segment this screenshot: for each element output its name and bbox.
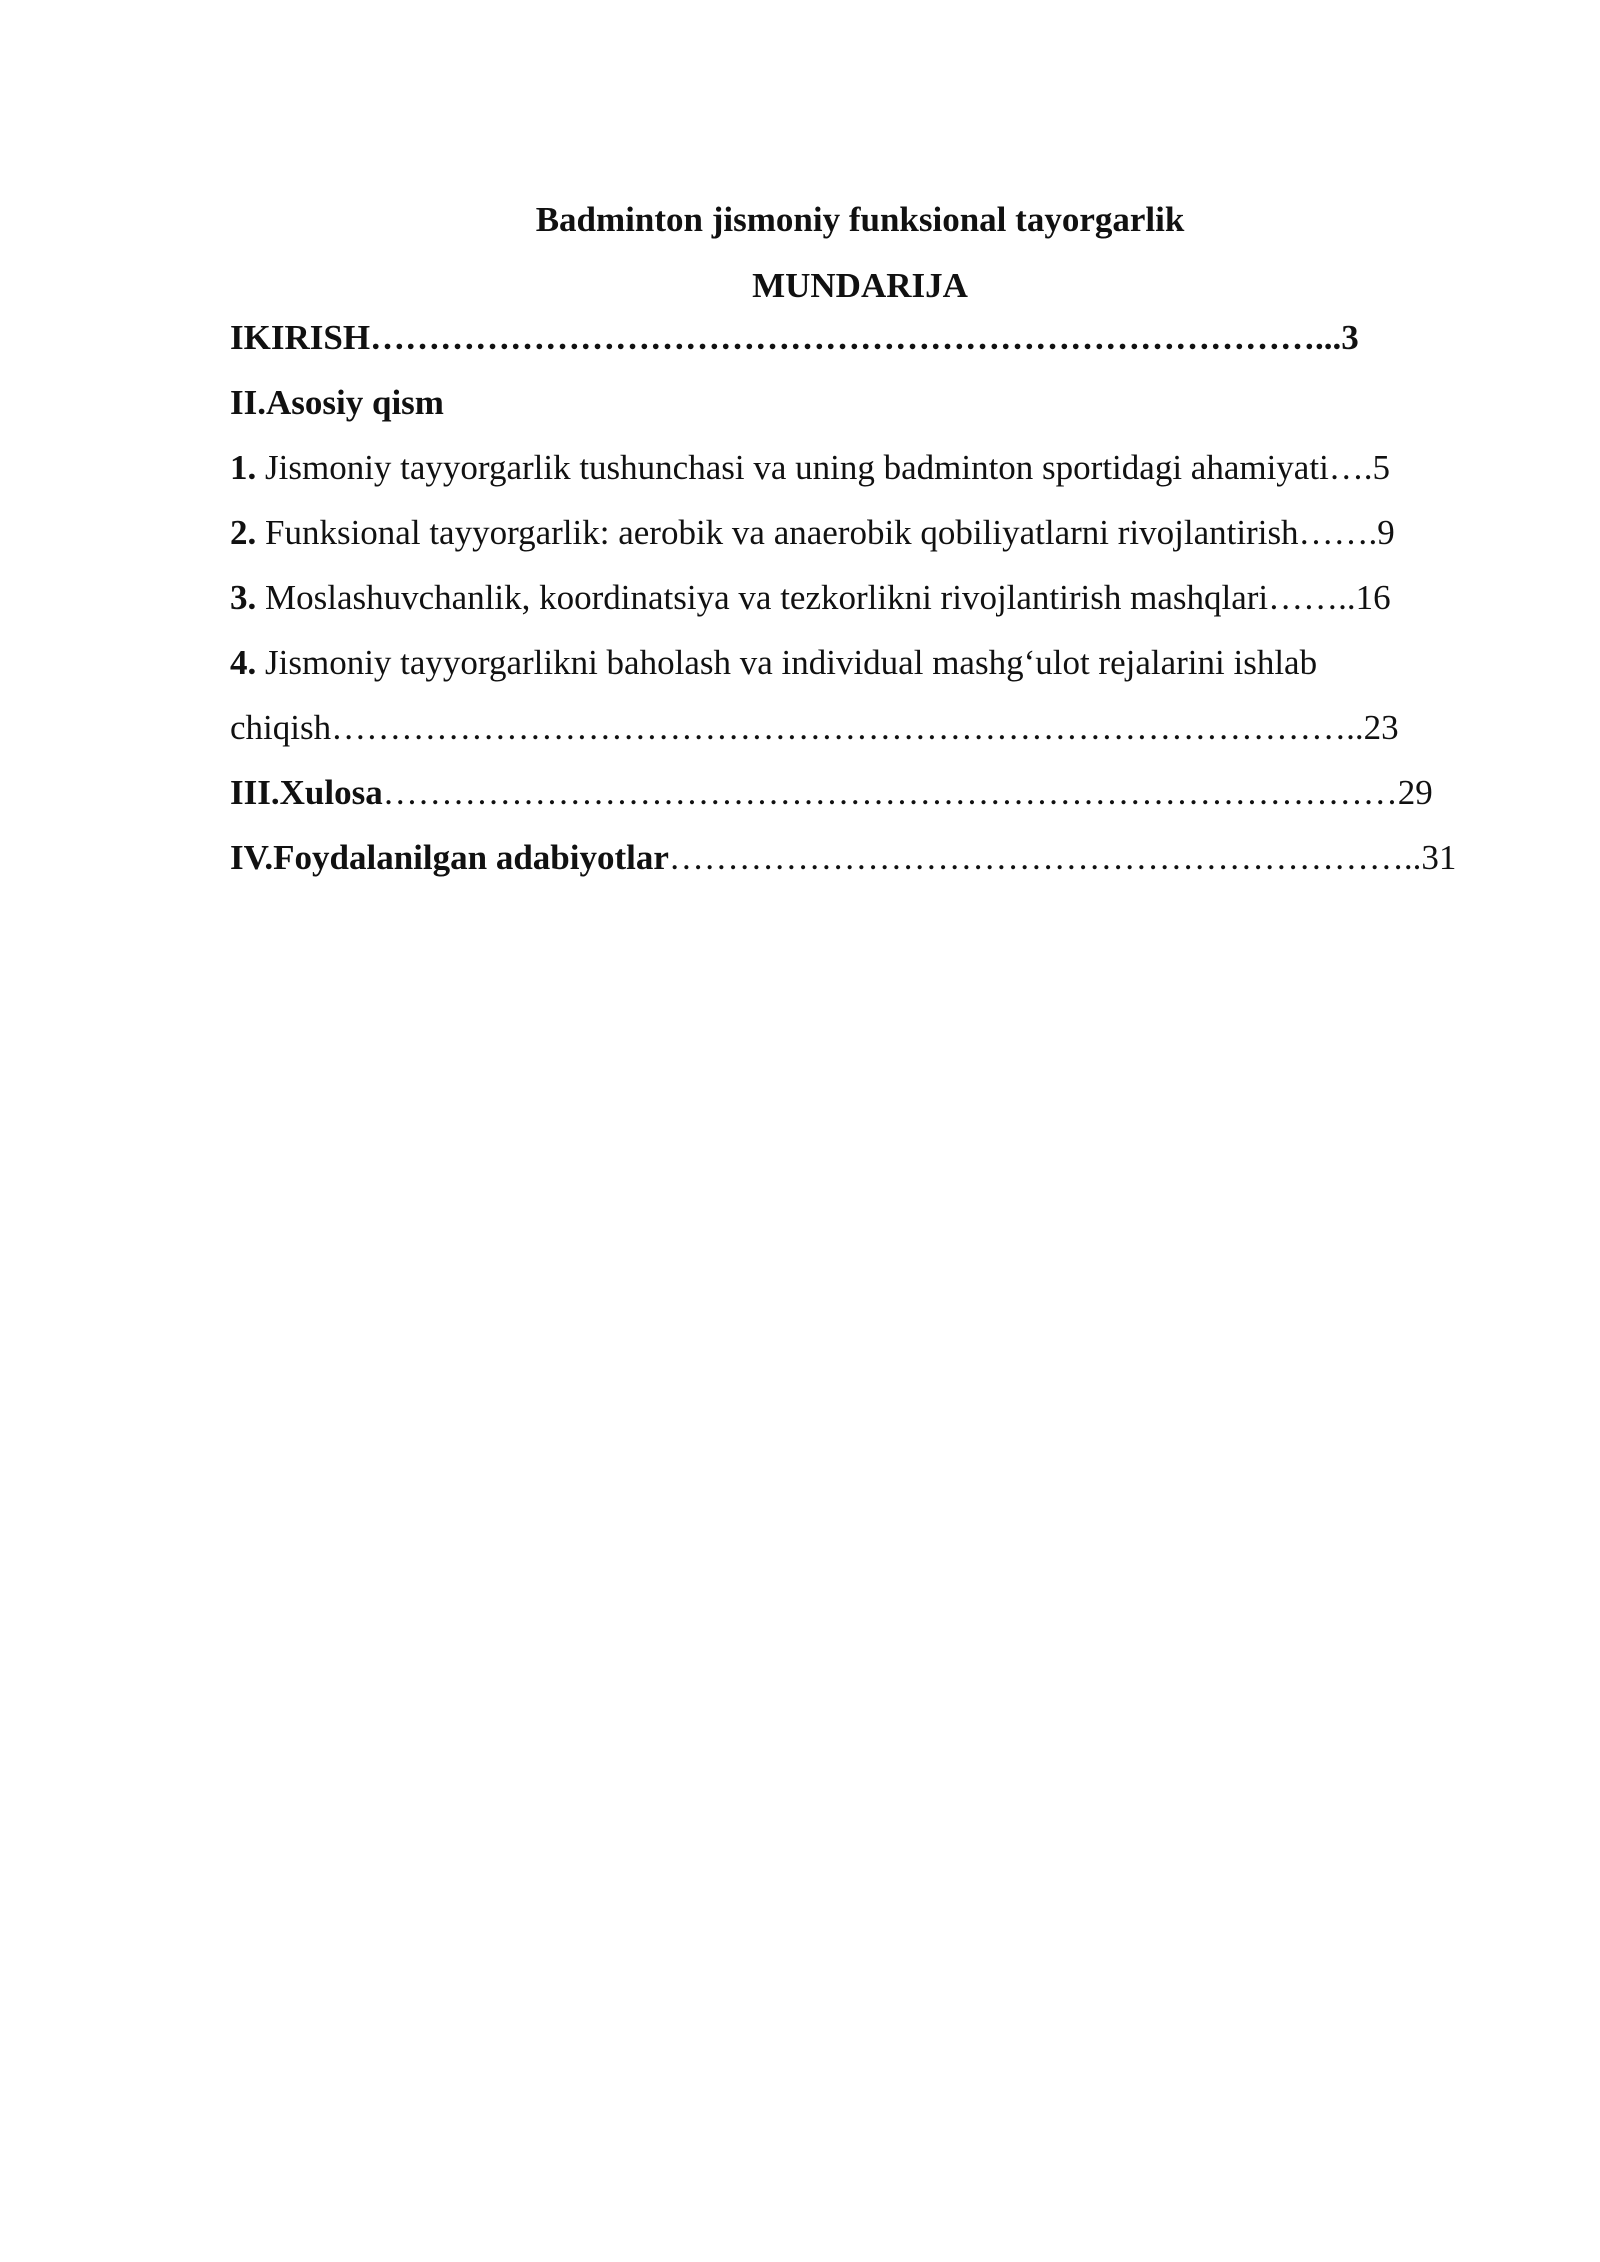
toc-entry-2	[230, 513, 1395, 553]
toc-entry-references-label: IV.Foydalanilgan adabiyotlar	[230, 838, 669, 877]
toc-heading: MUNDARIJA	[752, 266, 968, 305]
toc-entry-conclusion-label: III.Xulosa	[230, 773, 383, 812]
toc-entry-conclusion	[230, 773, 1433, 813]
toc-entry-4	[230, 643, 1317, 683]
toc-entry-3-number: 3.	[230, 578, 257, 617]
toc-entry-intro: IKIRISH………………………………………………………………………...3	[230, 318, 1359, 357]
toc-entry-4-number: 4.	[230, 643, 257, 682]
toc-entry-4-continued: chiqish……………………………………………………………………………..23	[230, 708, 1399, 747]
toc-entry-2-number: 2.	[230, 513, 257, 552]
document-title: Badminton jismoniy funksional tayorgarlik	[535, 200, 1185, 239]
toc-entry-references	[230, 838, 1456, 878]
toc-entry-1-number: 1.	[230, 448, 257, 487]
toc-section-main: II.Asosiy qism	[230, 383, 444, 422]
toc-entry-conclusion-dots: ……………………………………………………………………………29	[382, 773, 1433, 812]
toc-entry-4-text: Jismoniy tayyorgarlikni baholash va individual mashg‘ulot rejalarini ishlab	[256, 643, 1318, 682]
toc-entry-1	[230, 448, 1390, 488]
toc-entry-references-dots: ………………………………………………………..31	[668, 838, 1457, 877]
toc-entry-1-text: Jismoniy tayyorgarlik tushunchasi va uning badminton sportidagi ahamiyati….5	[256, 448, 1391, 487]
toc-entry-3	[230, 578, 1391, 618]
toc-entry-3-text: Moslashuvchanlik, koordinatsiya va tezkorlikni rivojlantirish mashqlari……..16	[256, 578, 1391, 617]
toc-entry-2-text: Funksional tayyorgarlik: aerobik va anaerobik qobiliyatlarni rivojlantirish…….9	[256, 513, 1395, 552]
